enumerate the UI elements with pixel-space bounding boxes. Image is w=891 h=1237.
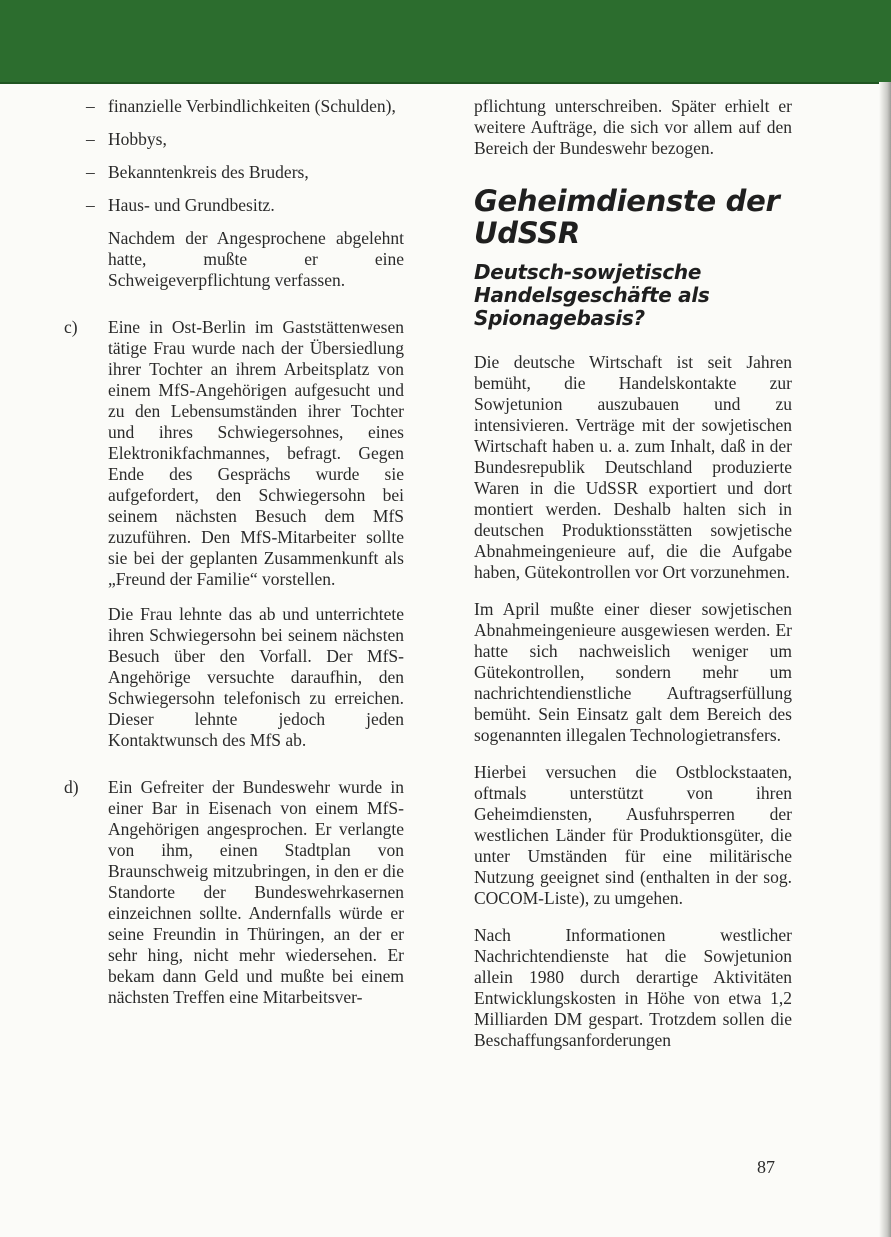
right-column xyxy=(474,96,792,1067)
scan-edge-shadow xyxy=(879,82,891,1237)
body-paragraph: Nach Informationen westlicher Nachrichtendienste hat die Sowjetunion allein 1980 durch derartige Aktivitäten Entwicklungskosten in Höhe von etwa 1,2 Milliarden DM gespart. Trotzdem sollen die Beschaffungsanforderungen xyxy=(474,925,792,1050)
list-item-text: Haus- und Grundbesitz. xyxy=(108,195,275,215)
list-item-text: Hobbys, xyxy=(108,129,167,149)
dash-bullet: – xyxy=(86,162,95,182)
body-paragraph: Die Frau lehnte das ab und unterrichtete ihren Schwiegersohn bei seinem nächsten Besuch über den Vorfall. Der MfS-Angehörige versuchte daraufhin, den Schwiegersohn telefonisch zu erreichen. Dieser lehnte jedoch jeden Kontaktwunsch des MfS ab. xyxy=(108,604,404,750)
list-item xyxy=(86,162,404,183)
section-subtitle: Deutsch-sowjetische Handelsgeschäfte als Spionagebasis? xyxy=(474,260,710,330)
continuation-paragraph: pflichtung unterschreiben. Später erhielt er weitere Aufträge, die sich vor allem auf den Bereich der Bundeswehr bezogen. xyxy=(474,96,792,158)
list-item-text: Bekanntenkreis des Bruders, xyxy=(108,162,309,182)
body-paragraph: Hierbei versuchen die Ostblockstaaten, oftmals unterstützt von ihren Geheimdiensten, Ausfuhrsperren der westlichen Länder für Produktionsgüter, die unter Umständen für eine militärische Nutzung geeignet sind (enthalten in der sog. COCOM-Liste), zu umgehen. xyxy=(474,762,792,908)
case-item-d xyxy=(64,777,404,1008)
case-item-c xyxy=(64,317,404,751)
section-title: Geheimdienste der UdSSR xyxy=(474,184,780,250)
body-paragraph: Eine in Ost-Berlin im Gaststättenwesen tätige Frau wurde nach der Übersiedlung ihrer Tochter an ihrem Arbeitsplatz von einem MfS-Angehörigen aufgesucht und zu den Lebensumständen ihrer Tochter und ihres Schwiegersohnes, eines Elektronikfachmannes, befragt. Gegen Ende des Gesprächs wurde sie aufgefordert, den Schwiegersohn bei seinem nächsten Besuch dem MfS zuzuführen. Den MfS-Mitarbeiter sollte sie bei der geplanten Zusammenkunft als „Freund der Familie“ vorstellen. xyxy=(108,317,404,589)
page-number: 87 xyxy=(757,1157,775,1177)
dash-bullet: – xyxy=(86,96,95,116)
list-item xyxy=(86,129,404,150)
item-marker: d) xyxy=(64,777,79,797)
dash-bullet: – xyxy=(86,129,95,149)
body-paragraph: Ein Gefreiter der Bundeswehr wurde in einer Bar in Eisenach von einem MfS-Angehörigen angesprochen. Er verlangte von ihm, einen Stadtplan von Braunschweig mitzubringen, in den er die Standorte der Bundeswehrkasernen einzeichnen sollte. Andernfalls würde er seine Freundin in Thüringen, an der er sehr hing, nicht mehr wiedersehen. Er bekam dann Geld und mußte bei einem nächsten Treffen eine Mitarbeitsver- xyxy=(108,777,404,1007)
list-conclusion-paragraph: Nachdem der Angesprochene abgelehnt hatte, mußte er eine Schweigeverpflichtung verfassen. xyxy=(108,228,404,290)
item-marker: c) xyxy=(64,317,78,337)
dash-bullet: – xyxy=(86,195,95,215)
body-paragraph: Im April mußte einer dieser sowjetischen Abnahmeingenieure ausgewiesen werden. Er hatte sich nachweislich weniger um Gütekontrollen, sondern mehr um nachrichtendienstliche Auftragserfüllung bemüht. Sein Einsatz galt dem Bereich des sogenannten illegalen Technologietransfers. xyxy=(474,599,792,745)
header-color-bar xyxy=(0,0,891,84)
list-item xyxy=(86,195,404,216)
list-item-text: finanzielle Verbindlichkeiten (Schulden), xyxy=(108,96,396,116)
body-paragraph: Die deutsche Wirtschaft ist seit Jahren bemüht, die Handelskontakte zur Sowjetunion auszubauen und zu intensivieren. Verträge mit der sowjetischen Wirtschaft haben u. a. zum Inhalt, daß in der Bundesrepublik Deutschland produzierte Waren in die UdSSR exportiert und dort montiert werden. Deshalb halten sich in deutschen Produktionsstätten sowjetische Abnahmeingenieure auf, die die Aufgabe haben, Gütekontrollen vor Ort vorzunehmen. xyxy=(474,352,792,582)
list-item xyxy=(86,96,404,117)
left-column xyxy=(64,96,404,1022)
